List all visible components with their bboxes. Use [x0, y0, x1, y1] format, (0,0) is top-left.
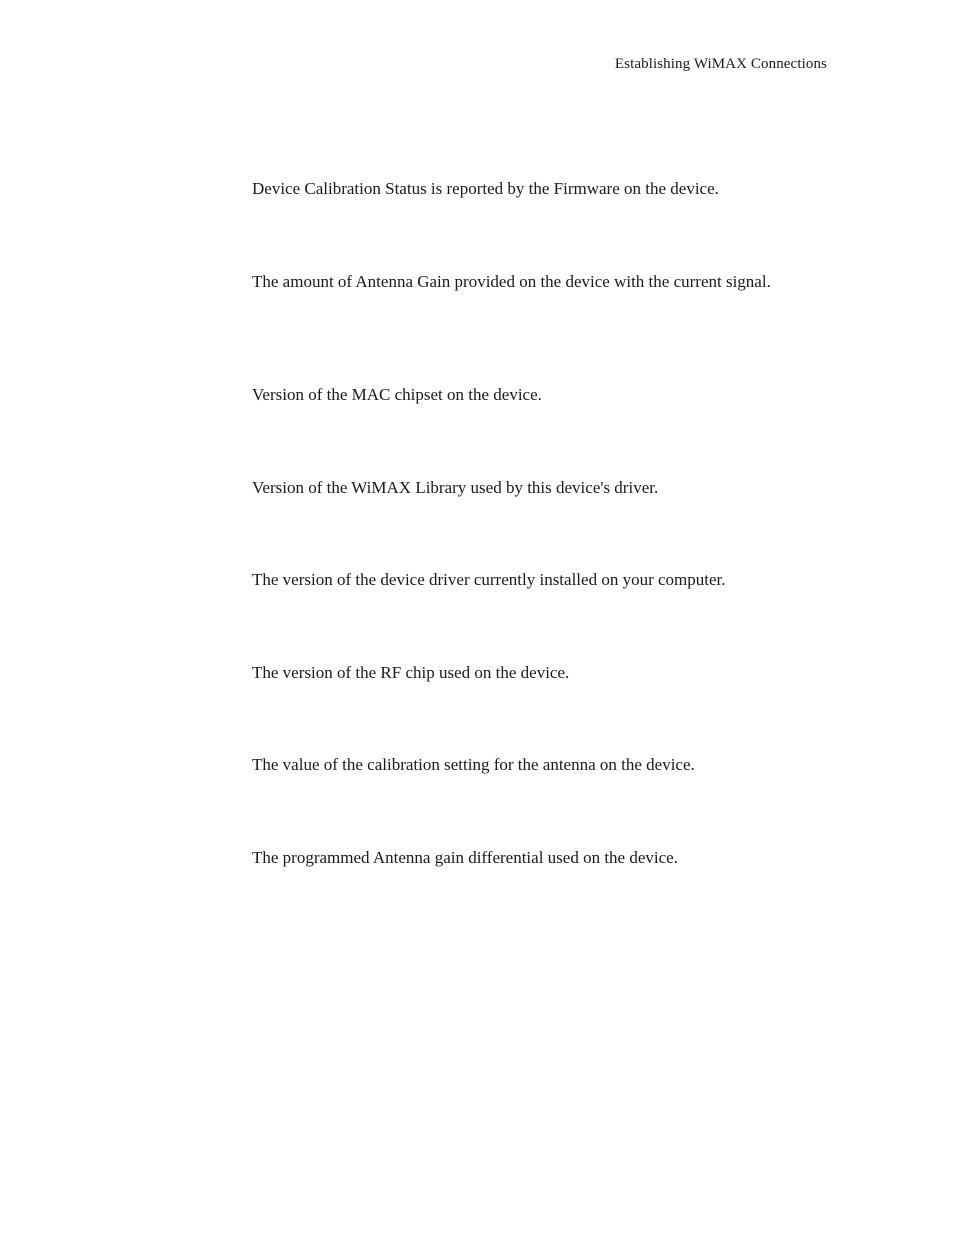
description-device-calibration-status: Device Calibration Status is reported by the Firmware on the device.	[252, 179, 719, 198]
description-antenna-gain: The amount of Antenna Gain provided on the device with the current signal.	[252, 272, 771, 291]
description-library-version: Version of the WiMAX Library used by this device's driver.	[252, 478, 659, 497]
description-antenna-gain-differential: The programmed Antenna gain differential used on the device.	[252, 848, 678, 867]
running-header: Establishing WiMAX Connections	[614, 56, 827, 72]
description-rf-version: The version of the RF chip used on the device.	[252, 663, 570, 682]
description-driver-version: The version of the device driver currently installed on your computer.	[252, 570, 726, 589]
description-antenna-calibration: The value of the calibration setting for the antenna on the device.	[252, 755, 695, 774]
description-mac-version: Version of the MAC chipset on the device.	[252, 385, 542, 404]
